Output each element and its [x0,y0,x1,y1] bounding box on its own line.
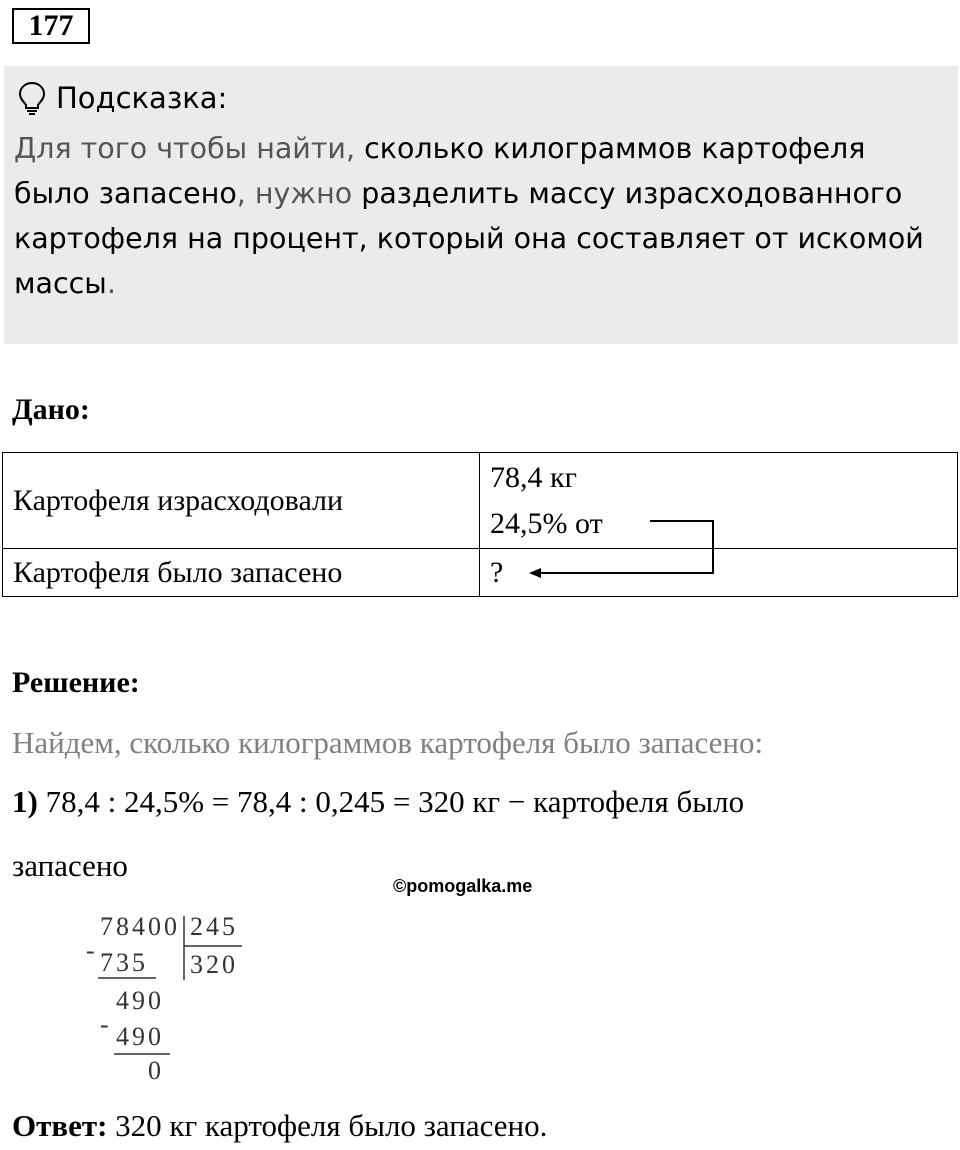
given-heading: Дано: [12,393,90,426]
given-row2-value: ? [480,549,958,597]
division-rem-2: 0 [148,1056,164,1085]
watermark: ©pomogalka.me [393,876,533,896]
solution-intro: Найдем, сколько килограммов картофеля было запасено: [12,725,764,760]
answer [12,1108,547,1144]
division-rem-1: 490 [116,986,164,1015]
division-minus-2: - [100,1010,112,1039]
division-minus-1: - [86,936,98,965]
step-number: 1) [12,784,38,819]
division-lines [86,910,266,1090]
long-division [86,910,266,1090]
given-value-mass: 78,4 кг [490,460,577,494]
step-text: 78,4 : 24,5% = 78,4 : 0,245 = 320 кг − картофеля было [45,784,745,819]
division-quotient: 320 [190,950,238,979]
hint-text-part: . [106,267,116,300]
solution-step-1 [12,784,744,820]
given-row1-label: Картофеля израсходовали [3,453,480,549]
division-dividend: 78400 [100,912,180,941]
hint-title: Подсказка: [56,81,228,115]
problem-number: 177 [12,8,90,44]
answer-label: Ответ: [12,1108,108,1143]
division-divisor: 245 [190,912,238,941]
given-value-percent: 24,5% от [490,506,603,540]
solution-step-1-cont: запасено [12,848,128,883]
division-sub-1: 735 [100,948,148,977]
solution-heading: Решение: [12,666,140,699]
hint-text-part: , нужно [236,177,362,210]
given-row2-label: Картофеля было запасено [3,549,480,597]
hint-text-part: сколько килограммов картофеля было запасено [14,132,866,210]
answer-text: 320 кг картофеля было запасено. [115,1108,548,1143]
hint-text-part: разделить массу израсходованного картофеля на процент, который она составляет от искомой массы [14,177,924,300]
division-sub-2: 490 [116,1022,164,1051]
hint-text-part: Для того чтобы найти, [14,132,365,165]
